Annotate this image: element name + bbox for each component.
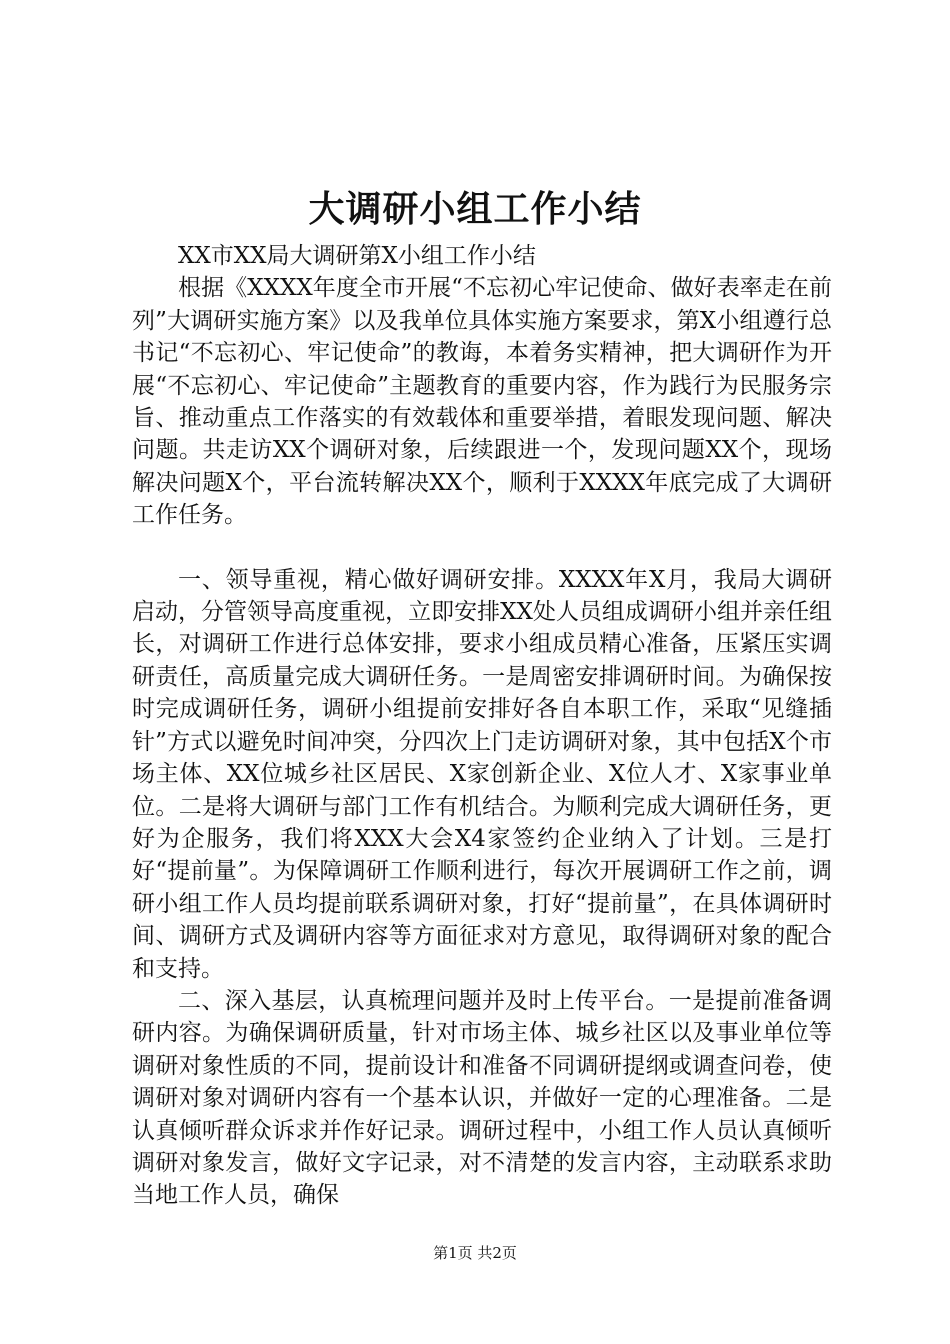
section-two-paragraph: 二、深入基层，认真梳理问题并及时上传平台。一是提前准备调研内容。为确保调研质量，针对市场主体、城乡社区以及事业单位等调研对象性质的不同，提前设计和准备不同调研提纲或调查问卷，使调研对象对调研内容有一个基本认识，并做好一定的心理准备。二是认真倾听群众诉求并作好记录。调研过程中，小组工作人员认真倾听调研对象发言，做好文字记录，对不清楚的发言内容，主动联系求助当地工作人员，确保 — [132, 987, 832, 1209]
subtitle-paragraph: XX市XX局大调研第X小组工作小结 — [178, 243, 536, 269]
page-footer: 第1页 共2页 — [433, 1244, 517, 1262]
document-body — [132, 240, 832, 1212]
document-title: 大调研小组工作小结 — [308, 188, 642, 230]
intro-paragraph: 根据《XXXX年度全市开展“不忘初心牢记使命、做好表率走在前列”大调研实施方案》以及我单位具体实施方案要求，第X小组遵行总书记“不忘初心、牢记使命”的教诲，本着务实精神，把大调研作为开展“不忘初心、牢记使命”主题教育的重要内容，作为践行为民服务宗旨、推动重点工作落实的有效载体和重要举措，着眼发现问题、解决问题。共走访XX个调研对象，后续跟进一个，发现问题XX个，现场解决问题X个，平台流转解决XX个，顺利于XXXX年底完成了大调研工作任务。 — [132, 275, 832, 529]
section-one-paragraph: 一、领导重视，精心做好调研安排。XXXX年X月，我局大调研启动，分管领导高度重视，立即安排XX处人员组成调研小组并亲任组长，对调研工作进行总体安排，要求小组成员精心准备，压紧压实调研责任，高质量完成大调研任务。一是周密安排调研时间。为确保按时完成调研任务，调研小组提前安排好各自本职工作，采取“见缝插针”方式以避免时间冲突，分四次上门走访调研对象，其中包括X个市场主体、XX位城乡社区居民、X家创新企业、X位人才、X家事业单位。二是将大调研与部门工作有机结合。为顺利完成大调研任务，更好为企服务，我们将XXX大会X4家签约企业纳入了计划。三是打好“提前量”。为保障调研工作顺利进行，每次开展调研工作之前，调研小组工作人员均提前联系调研对象，打好“提前量”，在具体调研时间、调研方式及调研内容等方面征求对方意见，取得调研对象的配合和支持。 — [132, 566, 832, 982]
